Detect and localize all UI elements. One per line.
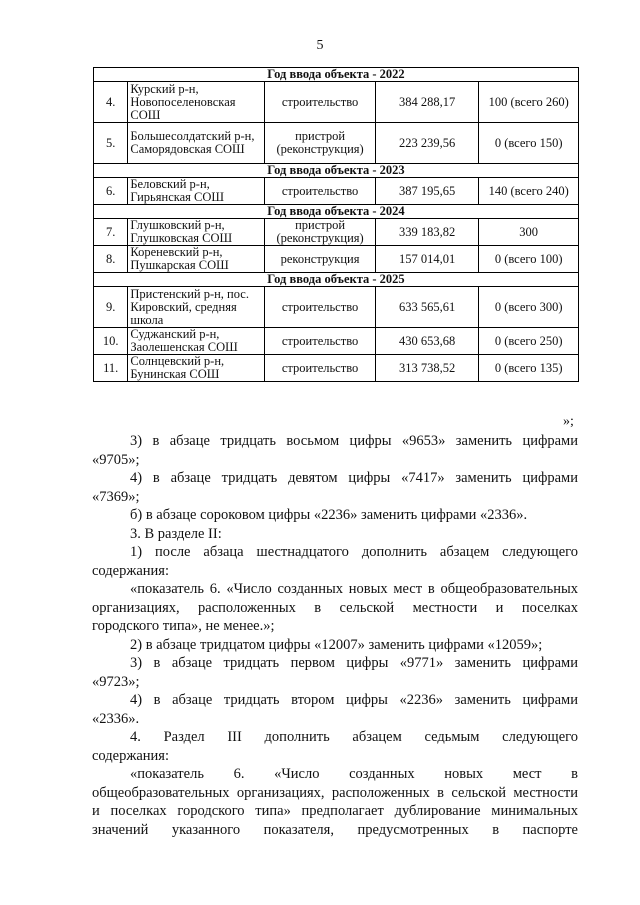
work-type: строительство bbox=[265, 178, 376, 205]
year-header: Год ввода объекта - 2023 bbox=[94, 164, 579, 178]
school-name: Кореневский р-н, Пушкарская СОШ bbox=[128, 246, 265, 273]
row-number: 6. bbox=[94, 178, 128, 205]
paragraph-line: «7369»; bbox=[92, 488, 140, 505]
paragraph-line: общеобразовательных организациях, расположенных в сельской местности bbox=[92, 784, 578, 801]
row-number: 11. bbox=[94, 355, 128, 382]
cost-value: 430 653,68 bbox=[375, 328, 478, 355]
cost-value: 157 014,01 bbox=[375, 246, 478, 273]
year-header-row bbox=[94, 164, 579, 178]
row-number: 8. bbox=[94, 246, 128, 273]
row-number: 9. bbox=[94, 287, 128, 328]
paragraph-line: б) в абзаце сороковом цифры «2236» заменить цифрами «2336». bbox=[130, 507, 528, 523]
paragraph-line: организациях, расположенных в сельской местности и поселках bbox=[92, 599, 578, 616]
table-row bbox=[94, 246, 579, 273]
paragraph-line: 4. Раздел III дополнить абзацем седьмым следующего bbox=[130, 729, 578, 745]
year-header-row bbox=[94, 273, 579, 287]
places-value: 100 (всего 260) bbox=[479, 82, 579, 123]
school-name: Солнцевский р-н, Бунинская СОШ bbox=[128, 355, 265, 382]
work-type: пристрой (реконструкция) bbox=[265, 219, 376, 246]
paragraph-line: 4) в абзаце тридцать втором цифры «2236» заменить цифрами bbox=[130, 692, 578, 708]
school-name: Большесолдатский р-н, Саморядовская СОШ bbox=[128, 123, 265, 164]
work-type: строительство bbox=[265, 328, 376, 355]
places-value: 300 bbox=[479, 219, 579, 246]
school-name: Курский р-н, Новопоселеновская СОШ bbox=[128, 82, 265, 123]
paragraph-line: 2) в абзаце тридцатом цифры «12007» заменить цифрами «12059»; bbox=[130, 636, 543, 653]
places-value: 0 (всего 100) bbox=[479, 246, 579, 273]
paragraph-line: 1) после абзаца шестнадцатого дополнить абзацем следующего bbox=[130, 544, 578, 560]
paragraph-line: 3. В разделе II: bbox=[130, 525, 222, 542]
paragraph-line: «показатель 6. «Число созданных новых мест в bbox=[130, 766, 578, 782]
paragraph-line: значений указанного показателя, предусмотренных в паспорте bbox=[92, 821, 578, 838]
paragraph-line: содержания: bbox=[92, 562, 170, 579]
paragraph-line: и поселках городского типа» предполагает дублирование минимальных bbox=[92, 803, 578, 819]
row-number: 7. bbox=[94, 219, 128, 246]
school-name: Беловский р-н, Гирьянская СОШ bbox=[128, 178, 265, 205]
school-name: Глушковский р-н, Глушковская СОШ bbox=[128, 219, 265, 246]
paragraph-line: 4) в абзаце тридцать девятом цифры «7417» заменить цифрами bbox=[130, 470, 578, 486]
work-type: строительство bbox=[265, 355, 376, 382]
year-header-row bbox=[94, 205, 579, 219]
paragraph-line: 3) в абзаце тридцать восьмом цифры «9653» заменить цифрами bbox=[130, 433, 578, 449]
cost-value: 384 288,17 bbox=[375, 82, 478, 123]
places-value: 0 (всего 150) bbox=[479, 123, 579, 164]
table-row bbox=[94, 328, 579, 355]
paragraph-line: «показатель 6. «Число созданных новых мест в общеобразовательных bbox=[130, 581, 578, 597]
year-header: Год ввода объекта - 2024 bbox=[94, 205, 579, 219]
cost-value: 223 239,56 bbox=[375, 123, 478, 164]
body-text bbox=[92, 432, 578, 839]
places-value: 0 (всего 135) bbox=[479, 355, 579, 382]
row-number: 4. bbox=[94, 82, 128, 123]
table-row bbox=[94, 287, 579, 328]
cost-value: 633 565,61 bbox=[375, 287, 478, 328]
year-header-row bbox=[94, 68, 579, 82]
paragraph-line: «9705»; bbox=[92, 451, 140, 468]
table-row bbox=[94, 82, 579, 123]
paragraph-line: 3) в абзаце тридцать первом цифры «9771» заменить цифрами bbox=[130, 655, 578, 671]
closing-quote-mark: »; bbox=[563, 414, 574, 429]
table-row bbox=[94, 123, 579, 164]
table-row bbox=[94, 178, 579, 205]
school-name: Суджанский р-н, Заолешенская СОШ bbox=[128, 328, 265, 355]
places-value: 140 (всего 240) bbox=[479, 178, 579, 205]
paragraph-line: «9723»; bbox=[92, 673, 140, 690]
cost-value: 387 195,65 bbox=[375, 178, 478, 205]
cost-value: 339 183,82 bbox=[375, 219, 478, 246]
paragraph-line: «2336». bbox=[92, 710, 140, 727]
school-name: Пристенский р-н, пос. Кировский, средняя школа bbox=[128, 287, 265, 328]
work-type: пристрой (реконструкция) bbox=[265, 123, 376, 164]
row-number: 5. bbox=[94, 123, 128, 164]
table-row bbox=[94, 219, 579, 246]
table-row bbox=[94, 355, 579, 382]
objects-table bbox=[93, 67, 579, 382]
year-header: Год ввода объекта - 2022 bbox=[94, 68, 579, 82]
places-value: 0 (всего 300) bbox=[479, 287, 579, 328]
cost-value: 313 738,52 bbox=[375, 355, 478, 382]
page-number: 5 bbox=[316, 38, 324, 53]
paragraph-line: содержания: bbox=[92, 747, 170, 764]
work-type: реконструкция bbox=[265, 246, 376, 273]
work-type: строительство bbox=[265, 82, 376, 123]
work-type: строительство bbox=[265, 287, 376, 328]
year-header: Год ввода объекта - 2025 bbox=[94, 273, 579, 287]
places-value: 0 (всего 250) bbox=[479, 328, 579, 355]
row-number: 10. bbox=[94, 328, 128, 355]
paragraph-line: городского типа», не менее.»; bbox=[92, 618, 275, 634]
